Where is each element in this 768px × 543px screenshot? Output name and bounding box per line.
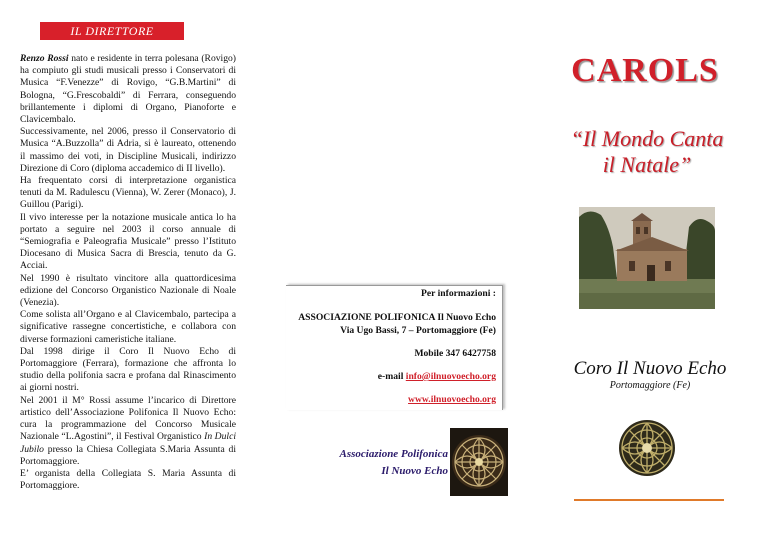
- bio-paragraph-6: Come solista all’Organo e al Clavicembalo, partecipa a significative rassegne concertistiche, e collabora con diverse formazioni cameristiche italiane.: [20, 309, 236, 345]
- bio-paragraph-8: Nel 2001 il M° Rossi assume l’incarico di Direttore artistico dell’Associazione Polifonica Il Nuovo Echo: cura la programmazione del Concorso Musicale Nazionale “L.Agostini”, il Festival Organistico In Dulci Jubilo presso la Chiesa Collegiata S.Maria Assunta di Portomaggiore.: [20, 394, 236, 467]
- bio-paragraph-1: Renzo Rossi nato e residente in terra polesana (Rovigo) ha compiuto gli studi musicali presso i Conservatori di Musica “F.Venezze” di Rovigo, “G.B.Martini” di Bologna, “G.Frescobaldi” di Ferrara, conseguendo brillantemente i diplomi di Organo, Pianoforte e Clavicembalo.: [20, 53, 237, 126]
- decorative-orange-line: [574, 499, 724, 501]
- rosette-emblem-icon: [616, 417, 678, 479]
- info-mobile: Mobile 347 6427758: [414, 348, 496, 359]
- right-panel: [512, 0, 768, 543]
- association-logo-line-1: Associazione Polifonica: [339, 448, 448, 460]
- bio-paragraph-4: Il vivo interesse per la notazione musicale antica lo ha portato a seguire nel 2003 il corso annuale di “Semiografia e Paleografia Musicale” presso l’Istituto Diocesano di Musica Sacra di Brescia, tenuto da G. Acciai.: [20, 211, 236, 272]
- bio-paragraph-2: Successivamente, nel 2006, presso il Conservatorio di Musica “A.Buzzolla” di Adria, si è laureato, ottenendo il massimo dei voti, in Discipline Musicali, indirizzo Direzione di Coro (diploma accademico di II livello).: [20, 126, 236, 174]
- email-link[interactable]: info@ilnuovoecho.org: [405, 371, 496, 382]
- bio-paragraph-3: Ha frequentato corsi di interpretazione organistica tenuti da M. Radulescu (Vienna), W. Zerer (Monaco), J. Guillou (Parigi).: [20, 175, 236, 211]
- info-association: ASSOCIAZIONE POLIFONICA Il Nuovo Echo: [298, 312, 496, 323]
- info-address: Via Ugo Bassi, 7 – Portomaggiore (Fe): [340, 325, 496, 336]
- info-box: [286, 285, 503, 410]
- cover-subtitle: “Il Mondo Canta il Natale”: [570, 126, 724, 177]
- director-banner: IL DIRETTORE: [40, 22, 184, 40]
- middle-panel: [256, 0, 512, 543]
- bio-paragraph-9: E’ organista della Collegiata S. Maria Assunta di Portomaggiore.: [20, 467, 236, 492]
- director-name: Renzo Rossi: [20, 53, 69, 64]
- choir-city: Portomaggiore (Fe): [609, 380, 691, 391]
- bio-paragraph-7: Dal 1998 dirige il Coro Il Nuovo Echo di Portomaggiore (Ferrara), formazione che affronta lo studio della polifonia sacra e profana dal Rinascimento ai giorni nostri.: [20, 345, 236, 394]
- association-logo-line-2: Il Nuovo Echo: [381, 465, 448, 477]
- association-logo-text: [334, 446, 448, 480]
- rosette-logo-icon: [450, 428, 508, 496]
- left-panel: [0, 0, 256, 543]
- cover-title: CAROLS: [571, 52, 719, 89]
- info-heading: Per informazioni :: [421, 288, 496, 299]
- church-photo-image: [579, 207, 715, 309]
- bio-paragraph-5: Nel 1990 è risultato vincitore alla quattordicesima edizione del Concorso Organistico Nazionale di Noale (Venezia).: [20, 272, 236, 309]
- church-photo: [579, 207, 715, 309]
- info-website-line: [408, 394, 496, 405]
- info-email-line: e-mail info@ilnuovoecho.org: [377, 371, 496, 382]
- choir-name: Coro Il Nuovo Echo: [573, 358, 727, 379]
- website-link[interactable]: www.ilnuovoecho.org: [408, 394, 496, 405]
- director-bio: [20, 53, 236, 492]
